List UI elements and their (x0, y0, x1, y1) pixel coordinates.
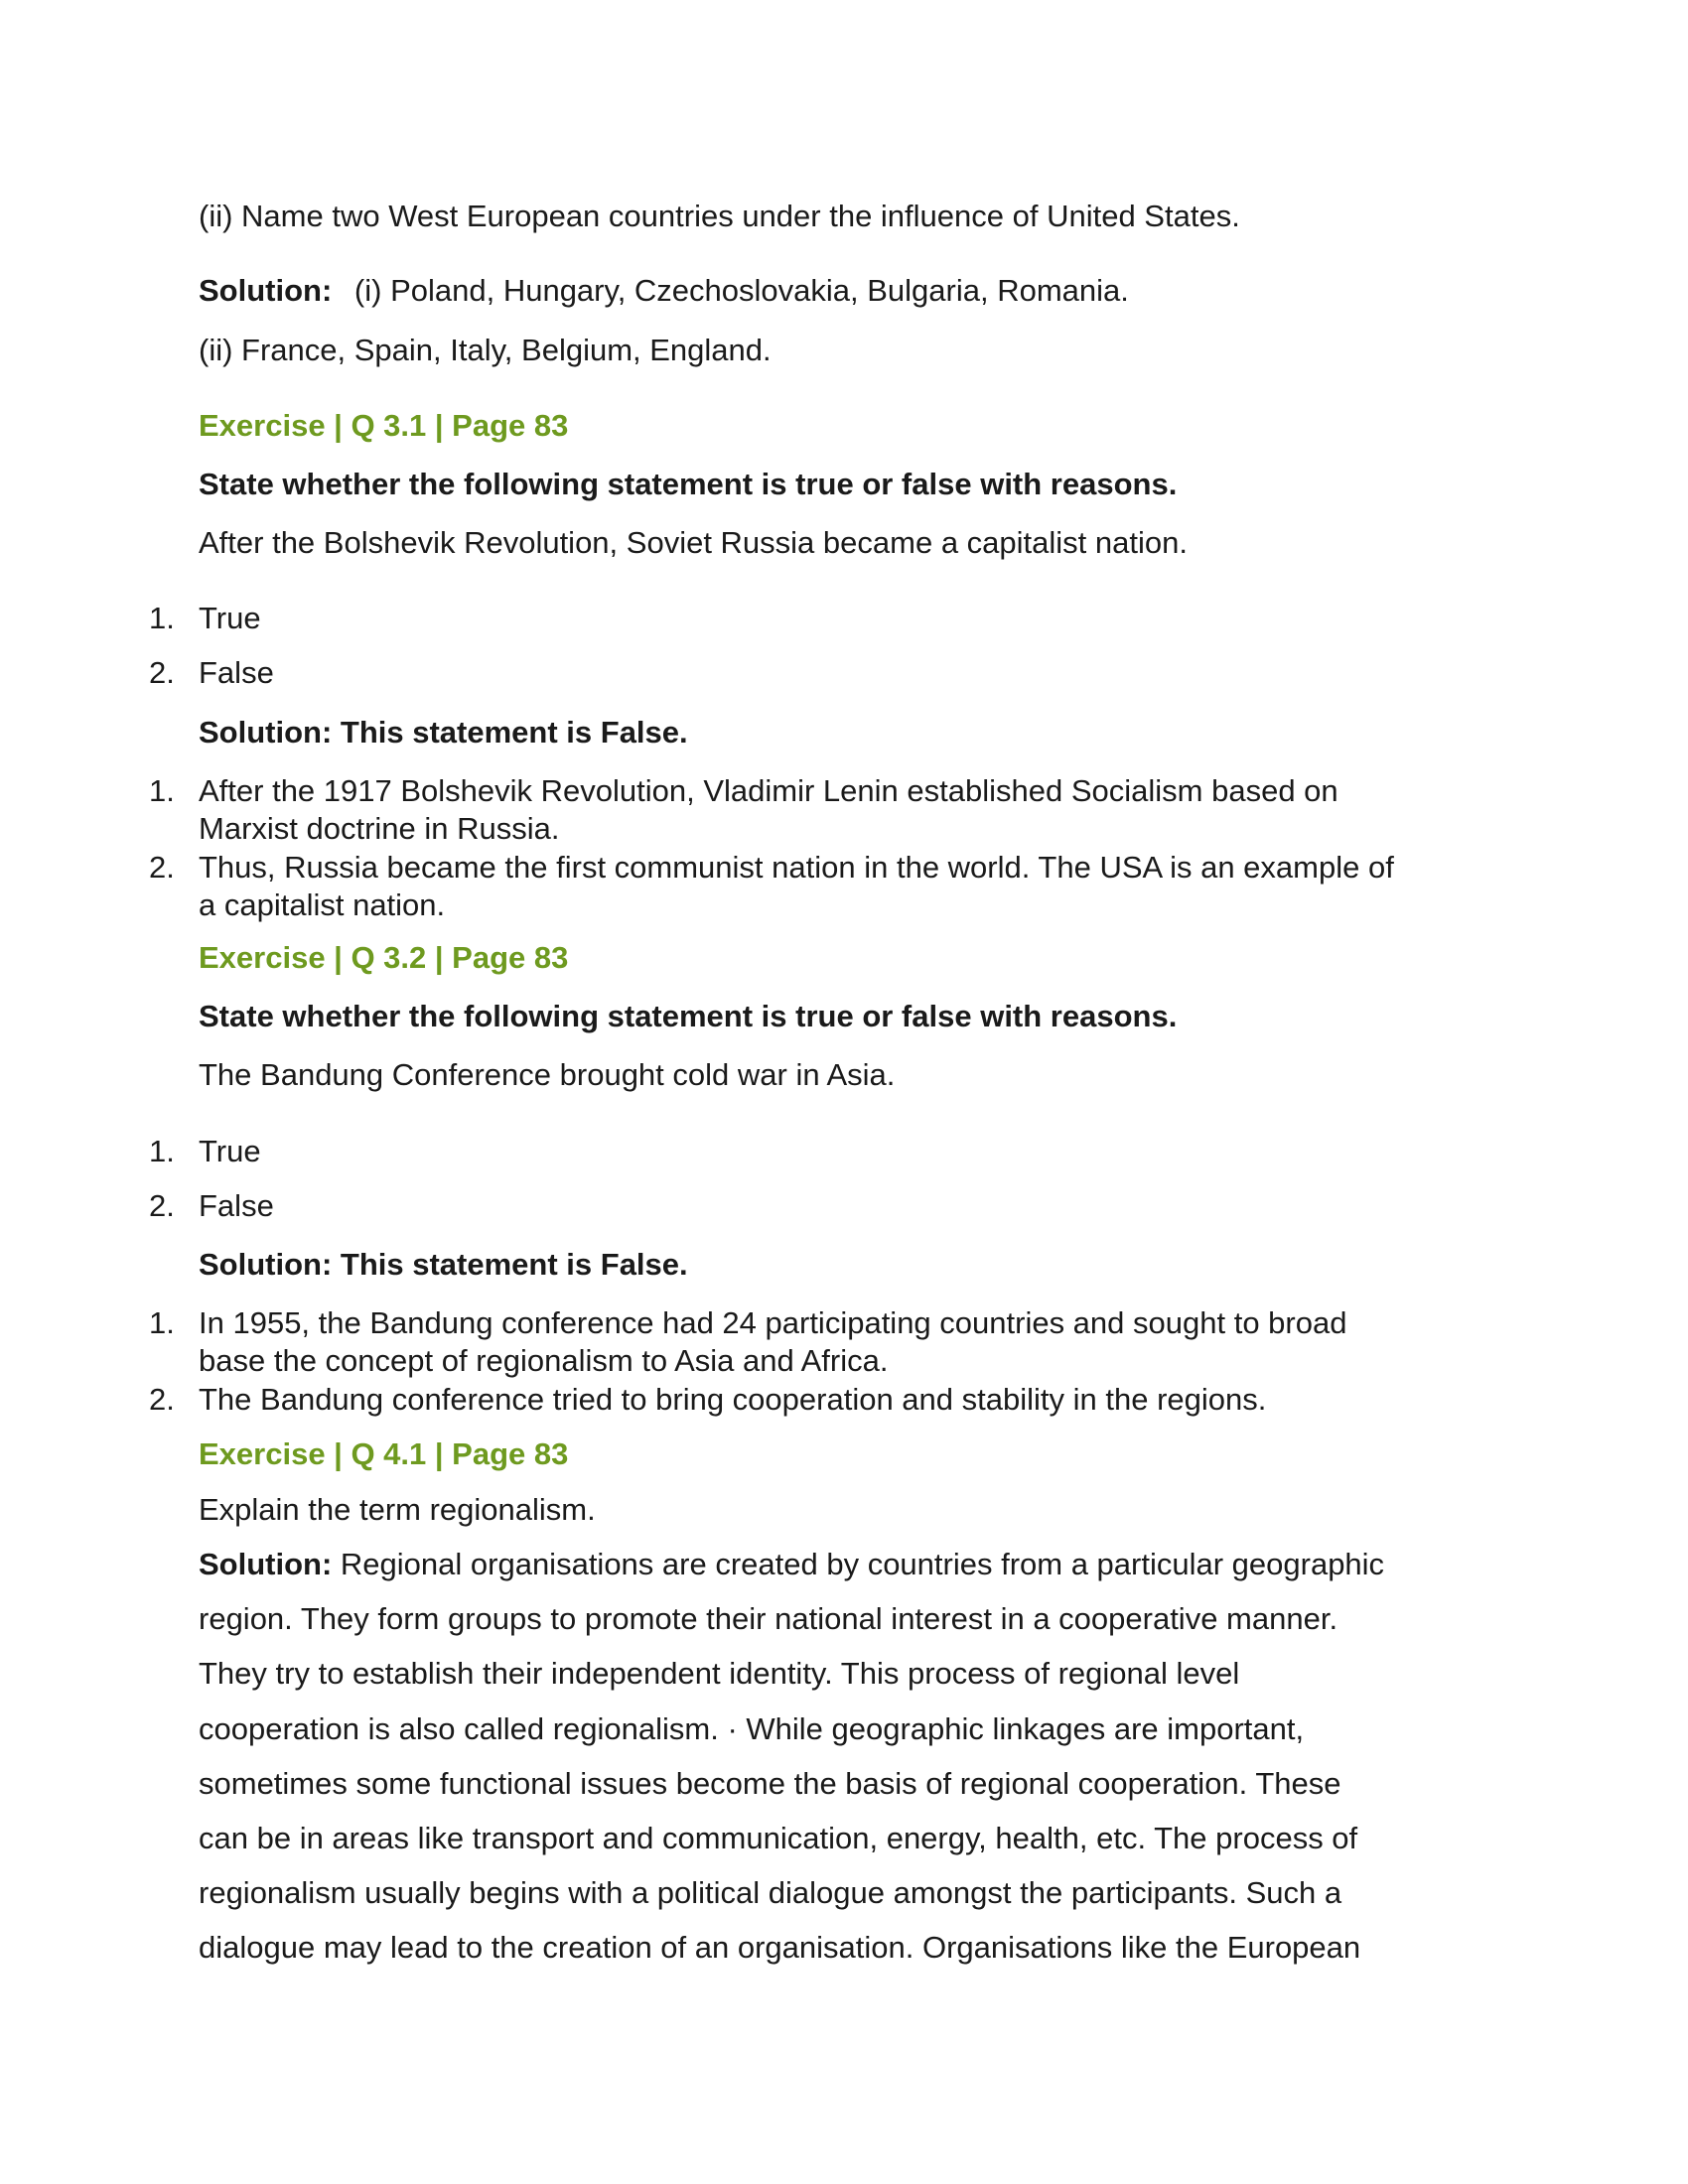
reason-number: 1. (149, 1305, 175, 1340)
reason-text: a capitalist nation. (199, 887, 446, 922)
reason-text: base the concept of regionalism to Asia and Africa. (199, 1343, 889, 1378)
solution-text: (ii) France, Spain, Italy, Belgium, England. (199, 333, 772, 367)
option-number: 1. (149, 1134, 175, 1168)
solution-text: sometimes some functional issues become the basis of regional cooperation. These (199, 1766, 1341, 1801)
solution-text: can be in areas like transport and communication, energy, health, etc. The process of (199, 1821, 1358, 1855)
option-number: 2. (149, 655, 175, 690)
solution-text: Regional organisations are created by countries from a particular geographic (340, 1547, 1385, 1581)
solution-label: Solution: (199, 1547, 333, 1581)
solution-line (199, 272, 1509, 310)
solution-text: region. They form groups to promote their national interest in a cooperative manner. (199, 1601, 1338, 1636)
reason-text: In 1955, the Bandung conference had 24 participating countries and sought to broad (199, 1305, 1347, 1340)
solution-text: They try to establish their independent identity. This process of regional level (199, 1656, 1240, 1691)
solution-label: Solution: (199, 273, 333, 308)
solution-text: dialogue may lead to the creation of an organisation. Organisations like the European (199, 1930, 1361, 1965)
option-text: True (199, 1134, 261, 1168)
exercise-heading: Exercise | Q 3.1 | Page 83 (199, 408, 569, 443)
solution-line (199, 1546, 1509, 1583)
solution-heading: Solution: This statement is False. (199, 715, 688, 750)
solution-heading: Solution: This statement is False. (199, 1247, 688, 1282)
solution-text: cooperation is also called regionalism. · While geographic linkages are important, (199, 1711, 1305, 1746)
reason-number: 2. (149, 850, 175, 885)
reason-text: Marxist doctrine in Russia. (199, 811, 560, 846)
option-number: 2. (149, 1188, 175, 1223)
question-text: Explain the term regionalism. (199, 1492, 596, 1527)
exercise-heading: Exercise | Q 4.1 | Page 83 (199, 1436, 569, 1471)
reason-text: After the 1917 Bolshevik Revolution, Vladimir Lenin established Socialism based on (199, 773, 1338, 808)
option-text: False (199, 1188, 274, 1223)
question-statement: After the Bolshevik Revolution, Soviet Russia became a capitalist nation. (199, 525, 1188, 560)
solution-text: (i) Poland, Hungary, Czechoslovakia, Bulgaria, Romania. (353, 273, 1129, 308)
question-instruction: State whether the following statement is true or false with reasons. (199, 467, 1178, 501)
option-text: False (199, 655, 274, 690)
question-instruction: State whether the following statement is true or false with reasons. (199, 999, 1178, 1033)
option-text: True (199, 601, 261, 635)
reason-text: The Bandung conference tried to bring cooperation and stability in the regions. (199, 1382, 1267, 1417)
reason-number: 2. (149, 1382, 175, 1417)
question-text: (ii) Name two West European countries under the influence of United States. (199, 199, 1240, 233)
option-number: 1. (149, 601, 175, 635)
reason-text: Thus, Russia became the first communist nation in the world. The USA is an example of (199, 850, 1394, 885)
question-statement: The Bandung Conference brought cold war in Asia. (199, 1057, 896, 1092)
solution-text: regionalism usually begins with a political dialogue amongst the participants. Such a (199, 1875, 1342, 1910)
exercise-heading: Exercise | Q 3.2 | Page 83 (199, 940, 569, 975)
reason-number: 1. (149, 773, 175, 808)
